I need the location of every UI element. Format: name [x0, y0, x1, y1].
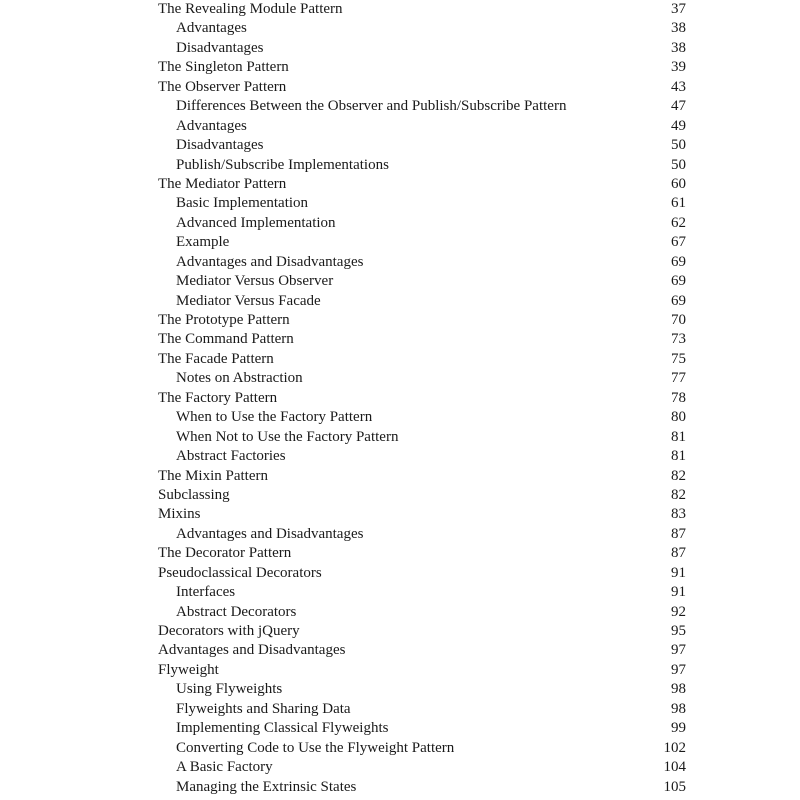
toc-entry-page-number: 82: [671, 486, 686, 503]
toc-entry: [158, 661, 686, 680]
toc-entry-title: Mediator Versus Facade: [176, 292, 321, 309]
toc-entry: [158, 175, 686, 194]
toc-entry-title: The Decorator Pattern: [158, 545, 292, 562]
toc-entry-page-number: 47: [671, 98, 686, 115]
toc-entry-page-number: 105: [663, 778, 686, 795]
toc-entry-title: Advantages and Disadvantages: [158, 642, 346, 659]
toc-entry-title: Abstract Factories: [176, 448, 286, 465]
toc-entry-title: Implementing Classical Flyweights: [176, 720, 389, 737]
toc-entry: [158, 311, 686, 330]
toc-entry-title: Interfaces: [176, 584, 236, 601]
toc-entry-page-number: 50: [671, 137, 686, 154]
toc-entry-title: Mixins: [158, 506, 201, 523]
toc-entry-title: Subclassing: [158, 486, 230, 503]
toc-entry: [158, 194, 686, 213]
toc-entry: [158, 467, 686, 486]
toc-entry: [158, 739, 686, 758]
toc-entry-page-number: 98: [671, 681, 686, 698]
toc-entry-title: Disadvantages: [176, 137, 264, 154]
toc-entry: [158, 292, 686, 311]
toc-entry-page-number: 77: [671, 370, 686, 387]
toc-entry-title: The Mixin Pattern: [158, 467, 268, 484]
toc-entry-page-number: 98: [671, 700, 686, 717]
toc-entry: [158, 583, 686, 602]
toc-entry-page-number: 83: [671, 506, 686, 523]
toc-entry-title: The Mediator Pattern: [158, 175, 287, 192]
toc-entry: [158, 97, 686, 116]
toc-entry-page-number: 87: [671, 525, 686, 542]
toc-entry-page-number: 91: [671, 584, 686, 601]
toc-entry: [158, 78, 686, 97]
toc-entry-title: Basic Implementation: [176, 195, 309, 212]
toc-entry-page-number: 102: [663, 739, 686, 756]
toc-entry-page-number: 38: [671, 20, 686, 37]
toc-entry: [158, 505, 686, 524]
toc-entry-title: Flyweights and Sharing Data: [176, 700, 351, 717]
toc-entry-title: Advantages and Disadvantages: [176, 253, 364, 270]
toc-entry: [158, 214, 686, 233]
table-of-contents: [158, 0, 686, 797]
toc-entry-page-number: 95: [671, 623, 686, 639]
toc-entry-title: Publish/Subscribe Implementations: [176, 156, 389, 173]
toc-entry-title: Advantages and Disadvantages: [176, 525, 364, 542]
toc-entry-title: A Basic Factory: [176, 759, 273, 776]
toc-entry: [158, 330, 686, 349]
toc-entry: [158, 369, 686, 388]
toc-entry: [158, 272, 686, 291]
toc-entry-page-number: 80: [671, 409, 686, 426]
toc-entry-page-number: 81: [671, 428, 686, 445]
toc-entry-page-number: 38: [671, 39, 686, 56]
toc-entry: [158, 680, 686, 699]
toc-entry-page-number: 69: [671, 292, 686, 309]
toc-entry: [158, 719, 686, 738]
toc-entry-page-number: 50: [671, 156, 686, 173]
toc-entry: [158, 544, 686, 563]
toc-entry-title: Advanced Implementation: [176, 214, 336, 231]
toc-entry-title: Mediator Versus Observer: [176, 273, 334, 290]
toc-entry-page-number: 62: [671, 214, 686, 231]
toc-entry-page-number: 104: [663, 759, 686, 776]
toc-entry: [158, 622, 686, 641]
toc-entry-title: Example: [176, 234, 230, 251]
toc-entry-title: Converting Code to Use the Flyweight Pattern: [176, 739, 455, 756]
toc-entry-title: When to Use the Factory Pattern: [176, 409, 373, 426]
toc-entry-page-number: 61: [671, 195, 686, 212]
toc-entry-page-number: 97: [671, 642, 686, 659]
toc-entry-title: Advantages: [176, 117, 247, 134]
toc-entry-title: The Factory Pattern: [158, 389, 278, 406]
toc-entry-page-number: 73: [671, 331, 686, 348]
toc-entry-title: Decorators with jQuery: [158, 623, 300, 639]
toc-entry-page-number: 91: [671, 564, 686, 581]
toc-entry-title: Using Flyweights: [176, 681, 283, 698]
toc-entry-title: The Prototype Pattern: [158, 312, 290, 328]
toc-entry: [158, 564, 686, 583]
toc-entry-page-number: 49: [671, 117, 686, 134]
toc-entry: [158, 408, 686, 427]
toc-entry-page-number: 81: [671, 448, 686, 465]
toc-entry: [158, 58, 686, 77]
toc-entry-title: Abstract Decorators: [176, 603, 297, 620]
toc-entry-page-number: 67: [671, 234, 686, 251]
toc-entry-title: Disadvantages: [176, 39, 264, 56]
toc-entry: [158, 350, 686, 369]
toc-entry: [158, 525, 686, 544]
toc-entry: [158, 428, 686, 447]
toc-entry-title: The Observer Pattern: [158, 78, 287, 95]
toc-entry-page-number: 37: [671, 1, 686, 17]
toc-entry: [158, 778, 686, 797]
toc-entry-page-number: 60: [671, 175, 686, 192]
toc-entry-title: The Revealing Module Pattern: [158, 1, 343, 17]
toc-entry-page-number: 92: [671, 603, 686, 620]
toc-entry-title: The Singleton Pattern: [158, 59, 289, 76]
toc-entry-page-number: 70: [671, 312, 686, 328]
toc-entry-page-number: 69: [671, 253, 686, 270]
toc-entry: [158, 233, 686, 252]
toc-entry-page-number: 97: [671, 661, 686, 678]
toc-entry: [158, 136, 686, 155]
toc-entry: [158, 117, 686, 136]
toc-entry: [158, 389, 686, 408]
toc-entry: [158, 447, 686, 466]
toc-entry-title: The Facade Pattern: [158, 350, 274, 367]
toc-entry-page-number: 82: [671, 467, 686, 484]
toc-entry-title: Differences Between the Observer and Publish/Subscribe Pattern: [176, 98, 567, 115]
toc-entry-title: When Not to Use the Factory Pattern: [176, 428, 399, 445]
toc-entry-title: Pseudoclassical Decorators: [158, 564, 322, 581]
toc-entry-title: Notes on Abstraction: [176, 370, 303, 387]
toc-entry-title: Managing the Extrinsic States: [176, 778, 357, 795]
toc-entry: [158, 486, 686, 505]
toc-entry: [158, 700, 686, 719]
toc-entry-page-number: 99: [671, 720, 686, 737]
toc-entry: [158, 603, 686, 622]
toc-entry: [158, 19, 686, 38]
toc-entry-page-number: 75: [671, 350, 686, 367]
toc-entry: [158, 758, 686, 777]
toc-entry-title: Flyweight: [158, 661, 219, 678]
toc-entry-page-number: 43: [671, 78, 686, 95]
toc-entry-page-number: 78: [671, 389, 686, 406]
toc-entry: [158, 156, 686, 175]
toc-entry-page-number: 39: [671, 59, 686, 76]
toc-entry-title: The Command Pattern: [158, 331, 294, 348]
toc-entry: [158, 0, 686, 19]
toc-entry: [158, 39, 686, 58]
toc-entry: [158, 641, 686, 660]
toc-entry-page-number: 87: [671, 545, 686, 562]
toc-entry-title: Advantages: [176, 20, 247, 37]
toc-entry-page-number: 69: [671, 273, 686, 290]
toc-entry: [158, 253, 686, 272]
